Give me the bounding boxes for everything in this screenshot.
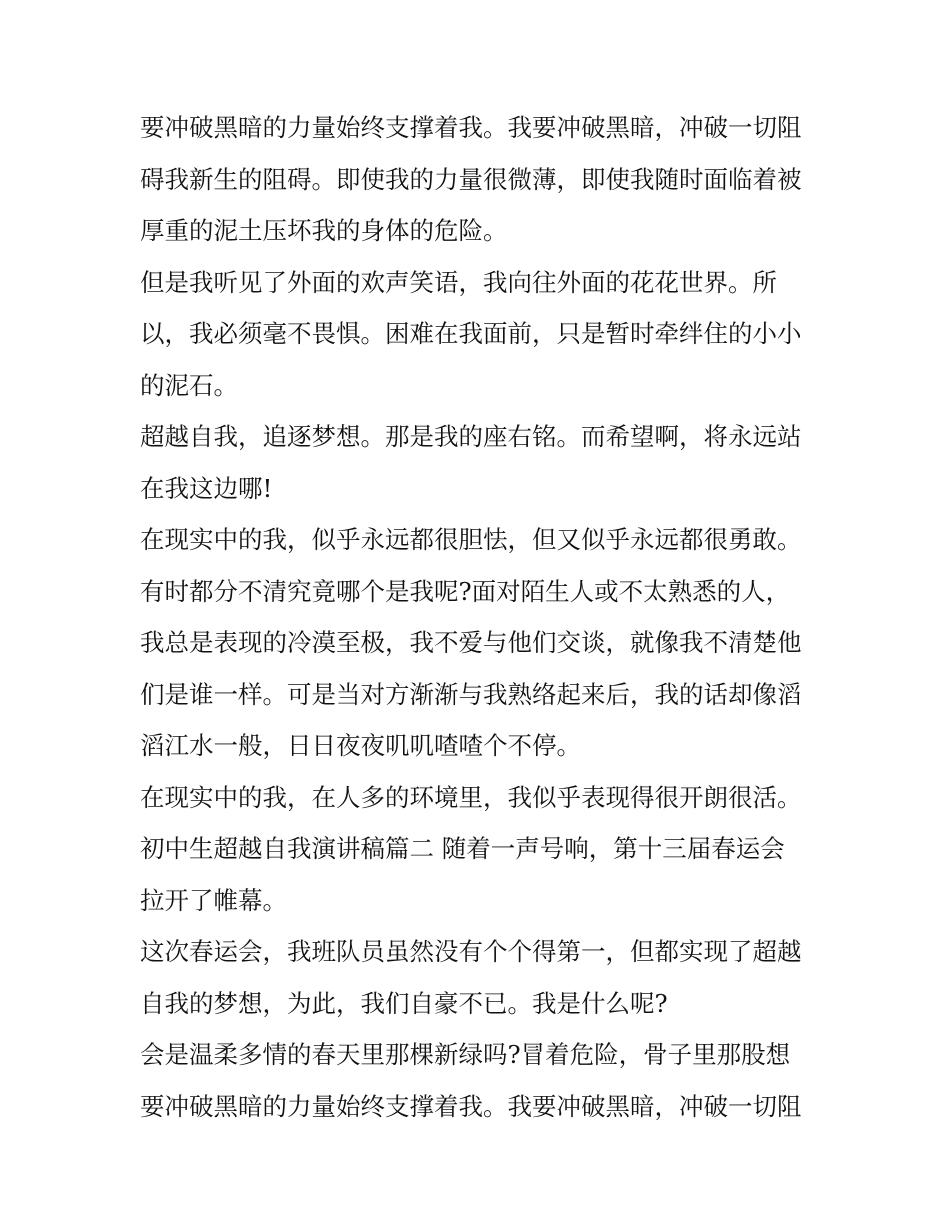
text-line: 这次春运会，我班队员虽然没有个个得第一，但都实现了超越 (140, 937, 802, 966)
text-line: 碍我新生的阻碍。即使我的力量很微薄，即使我随时面临着被 (140, 164, 802, 194)
text-line: 要冲破黑暗的力量始终支撑着我。我要冲破黑暗，冲破一切阻 (140, 1091, 802, 1121)
text-line: 在现实中的我，似乎永远都很胆怯，但又似乎永远都很勇敢。 (140, 525, 802, 554)
text-line: 的泥石。 (140, 370, 238, 400)
text-line: 初中生超越自我演讲稿篇二 随着一声号响，第十三届春运会 (140, 834, 785, 863)
text-line: 要冲破黑暗的力量始终支撑着我。我要冲破黑暗，冲破一切阻 (140, 113, 802, 142)
text-line: 们是谁一样。可是当对方渐渐与我熟络起来后，我的话却像滔 (140, 679, 802, 709)
text-line: 厚重的泥土压坏我的身体的危险。 (140, 216, 508, 245)
text-line: 有时都分不清究竟哪个是我呢?面对陌生人或不太熟悉的人， (140, 576, 791, 606)
text-line: 以，我必须毫不畏惧。困难在我面前，只是暂时牵绊住的小小 (140, 319, 802, 348)
text-line: 自我的梦想，为此，我们自豪不已。我是什么呢? (140, 988, 668, 1018)
text-line: 拉开了帷幕。 (140, 885, 287, 915)
text-line: 我总是表现的冷漠至极，我不爱与他们交谈，就像我不清楚他 (140, 628, 802, 657)
text-line: 在现实中的我，在人多的环境里，我似乎表现得很开朗很活。 (140, 782, 802, 812)
text-line: 在我这边哪! (140, 473, 273, 503)
text-line: 超越自我，追逐梦想。那是我的座右铭。而希望啊，将永远站 (140, 422, 802, 451)
document-body (140, 102, 820, 1132)
text-line: 会是温柔多情的春天里那棵新绿吗?冒着危险，骨子里那股想 (140, 1040, 791, 1069)
text-line: 但是我听见了外面的欢声笑语，我向往外面的花花世界。所 (140, 267, 777, 297)
text-line: 滔江水一般，日日夜夜叽叽喳喳个不停。 (140, 731, 581, 760)
